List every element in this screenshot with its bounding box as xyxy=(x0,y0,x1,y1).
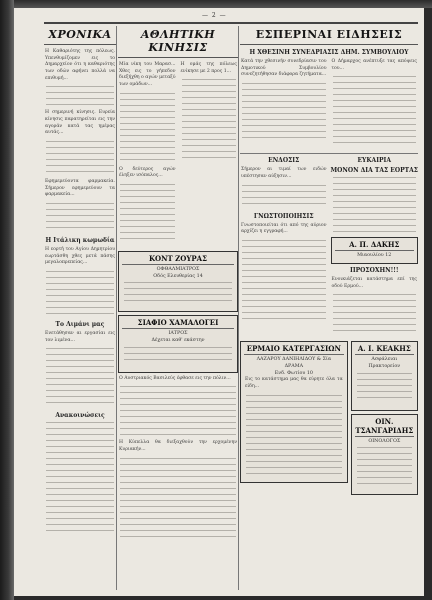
ad-title: ΣΙΑΦΙΟ ΧΑΜΑΛΟΓΕΙ xyxy=(122,318,234,329)
newspaper-page xyxy=(14,8,424,596)
article-subhead: ΓΝΩΣΤΟΠΟΙΗΣΙΣ xyxy=(253,212,314,220)
column-sports xyxy=(118,26,238,590)
article-text: Ενετάθησαν αι εργασίαι εις τον λιμένα... xyxy=(45,330,115,343)
ad-line: Ενδ. Φωτίου 10 xyxy=(274,370,313,376)
text-lines xyxy=(46,203,114,233)
column-divider xyxy=(116,26,117,590)
text-lines xyxy=(46,422,114,532)
article-subhead: ΜΟΝΟΝ ΔΙΑ ΤΑΣ ΕΟΡΤΑΣ xyxy=(330,167,418,175)
ad-line: ΛΑΖΑΡΟΥ ΔΑΝΙΗΛΙΔΟΥ & Σία xyxy=(256,357,332,363)
article-subhead: Η ΧΘΕΣΙΝΗ ΣΥΝΕΔΡΙΑΣΙΣ ΔΗΜ. ΣΥΜΒΟΥΛΙΟΥ xyxy=(249,49,409,56)
scan-top-edge xyxy=(0,0,432,8)
ad-box-lazarou xyxy=(240,341,348,482)
text-lines xyxy=(120,184,175,244)
text-lines xyxy=(333,294,417,334)
article-text: Κατά την χθεσινήν συνεδρίασιν του Δημοτικού Συμβουλίου συνεζητήθησαν διάφορα ζητήματα... xyxy=(241,59,327,78)
ad-title: Α. Ι. ΚΕΑΚΗΣ xyxy=(355,344,414,355)
article-subhead: ΕΝΔΟΣΙΣ xyxy=(268,157,300,165)
ad-title: ΟΙΝ. ΤΣΑΝΓΑΡΙΔΗΣ xyxy=(355,416,414,435)
article-text: Γνωστοποιείται ότι από της αύριον αρχίζει η εγγραφή... xyxy=(241,222,327,235)
text-lines xyxy=(333,177,417,233)
ad-line: Δέχεται καθ' εκάστην xyxy=(151,338,205,344)
ad-box-keakis xyxy=(351,341,418,410)
text-lines xyxy=(120,93,175,163)
text-lines xyxy=(120,458,236,538)
article-subhead: ΕΥΚΑΙΡΙΑ xyxy=(357,157,391,165)
article-text: Η Καθαριότης της πόλεως. Υπενθυμίζομεν εις το Δημαρχείον ότι η καθαριότης των οδών αφήνει πολλά να επιθυμή... xyxy=(45,49,115,81)
top-rule xyxy=(44,22,418,24)
ad-title: ΚΟΝΤ ΖΟΥΡΑΣ xyxy=(122,254,234,265)
article-text: Ο δεύτερος αγών έληξεν ισόπαλος... xyxy=(119,166,176,179)
article-subhead: Η Ιτάλικη κωμωδία xyxy=(45,236,115,244)
text-lines xyxy=(46,348,114,408)
column-chronika xyxy=(44,26,116,590)
text-lines xyxy=(357,447,412,487)
ad-line: Μιαουλίου 12 xyxy=(357,253,392,259)
text-lines xyxy=(357,373,412,403)
text-lines xyxy=(182,79,237,159)
column-divider xyxy=(238,26,239,590)
ad-line: ΟΦΘΑΛΜΙΑΤΡΟΣ xyxy=(156,266,200,272)
text-lines xyxy=(242,83,326,143)
scan-left-edge xyxy=(0,0,14,600)
ad-line: Πρακτορείον xyxy=(368,364,401,370)
text-lines xyxy=(242,240,326,320)
article-text: Ο Αυστριακός Βασιλεύς έφθασε εις την πόλιν... xyxy=(119,375,231,381)
article-text: Εις το κατάστημα μας θα εύρητε όλα τα είδη... xyxy=(245,377,343,390)
article-text: Μία νίκη του Μαρασ... Χθες εις το γήπεδον διεξήχθη ο αγών μεταξύ των ομάδων... xyxy=(119,62,176,87)
ad-box-tsangaridis xyxy=(351,414,418,496)
text-lines xyxy=(46,141,114,175)
ad-line: ΔΡΑΜΑ xyxy=(284,364,304,370)
article-text: Η εορτή του Αγίου Δημητρίου εωρτάσθη χθες μετά πάσης μεγαλοπρεπείας... xyxy=(45,246,115,266)
text-lines xyxy=(46,271,114,317)
article-text: Η ομάς της πόλεως ενίκησε με 2 προς 1... xyxy=(180,62,237,74)
headline-chronika: ΧΡΟΝΙΚΑ xyxy=(44,26,116,45)
article-text: Σήμερον αι τιμαί των ειδών υπέστησαν αύξησιν... xyxy=(241,167,327,179)
page-number: — 2 — xyxy=(202,12,227,19)
text-lines xyxy=(124,282,232,304)
text-lines xyxy=(246,395,342,475)
article-text: Ενοικιάζεται κατάστημα επί της οδού Ερμού... xyxy=(331,277,417,289)
text-lines xyxy=(333,76,417,146)
divider xyxy=(240,153,418,154)
text-lines xyxy=(46,86,114,106)
ad-box-kont-zouras xyxy=(118,251,238,312)
article-subhead: Ανακοινώσεις xyxy=(55,412,105,420)
ad-title: Α. Π. ΔΑΚΗΣ xyxy=(335,240,415,251)
article-text: Εφημερεύοντα φαρμακεία. Σήμερον εφημερεύουν τα φαρμακεία... xyxy=(45,178,115,198)
text-lines xyxy=(120,386,236,436)
ad-line: ΙΑΤΡΟΣ xyxy=(168,331,188,337)
headline-evening-news: ΕΣΠΕΡΙΝΑΙ ΕΙΔΗΣΕΙΣ xyxy=(240,26,418,45)
headline-sports: ΑΘΛΗΤΙΚΗ ΚΙΝΗΣΙΣ xyxy=(118,26,238,58)
ad-line: Οδός Ελευθερίας 14 xyxy=(153,273,203,279)
text-lines xyxy=(242,185,326,209)
ad-box-doctor xyxy=(118,315,238,372)
ad-line: ΟΙΝΟΛΟΓΟΣ xyxy=(368,438,401,444)
article-subhead: Το Λιμάνι μας xyxy=(55,320,105,328)
article-text: Η σημερινή κίνησις. Ευρεία κίνησις παρατηρείται εις την αγοράν κατά τας ημέρας αυτάς... xyxy=(45,110,115,136)
text-lines xyxy=(124,347,232,365)
column-evening-news xyxy=(240,26,418,590)
article-subhead: ΠΡΟΣΟΧΗΝ!!! xyxy=(349,267,399,275)
article-text: Η Κύπελλα θα διεξαχθούν την ερχομένην Κυριακήν... xyxy=(119,440,237,453)
article-text: Ο Δήμαρχος ανέπτυξε τας απόψεις του... xyxy=(331,59,417,71)
ad-line: Ασφάλειαι xyxy=(371,357,398,363)
ad-title: ΕΡΜΑΙΟ ΚΑΤΕΡΓΑΣΙΩΝ xyxy=(244,344,344,355)
ad-box-dakis xyxy=(331,237,419,264)
